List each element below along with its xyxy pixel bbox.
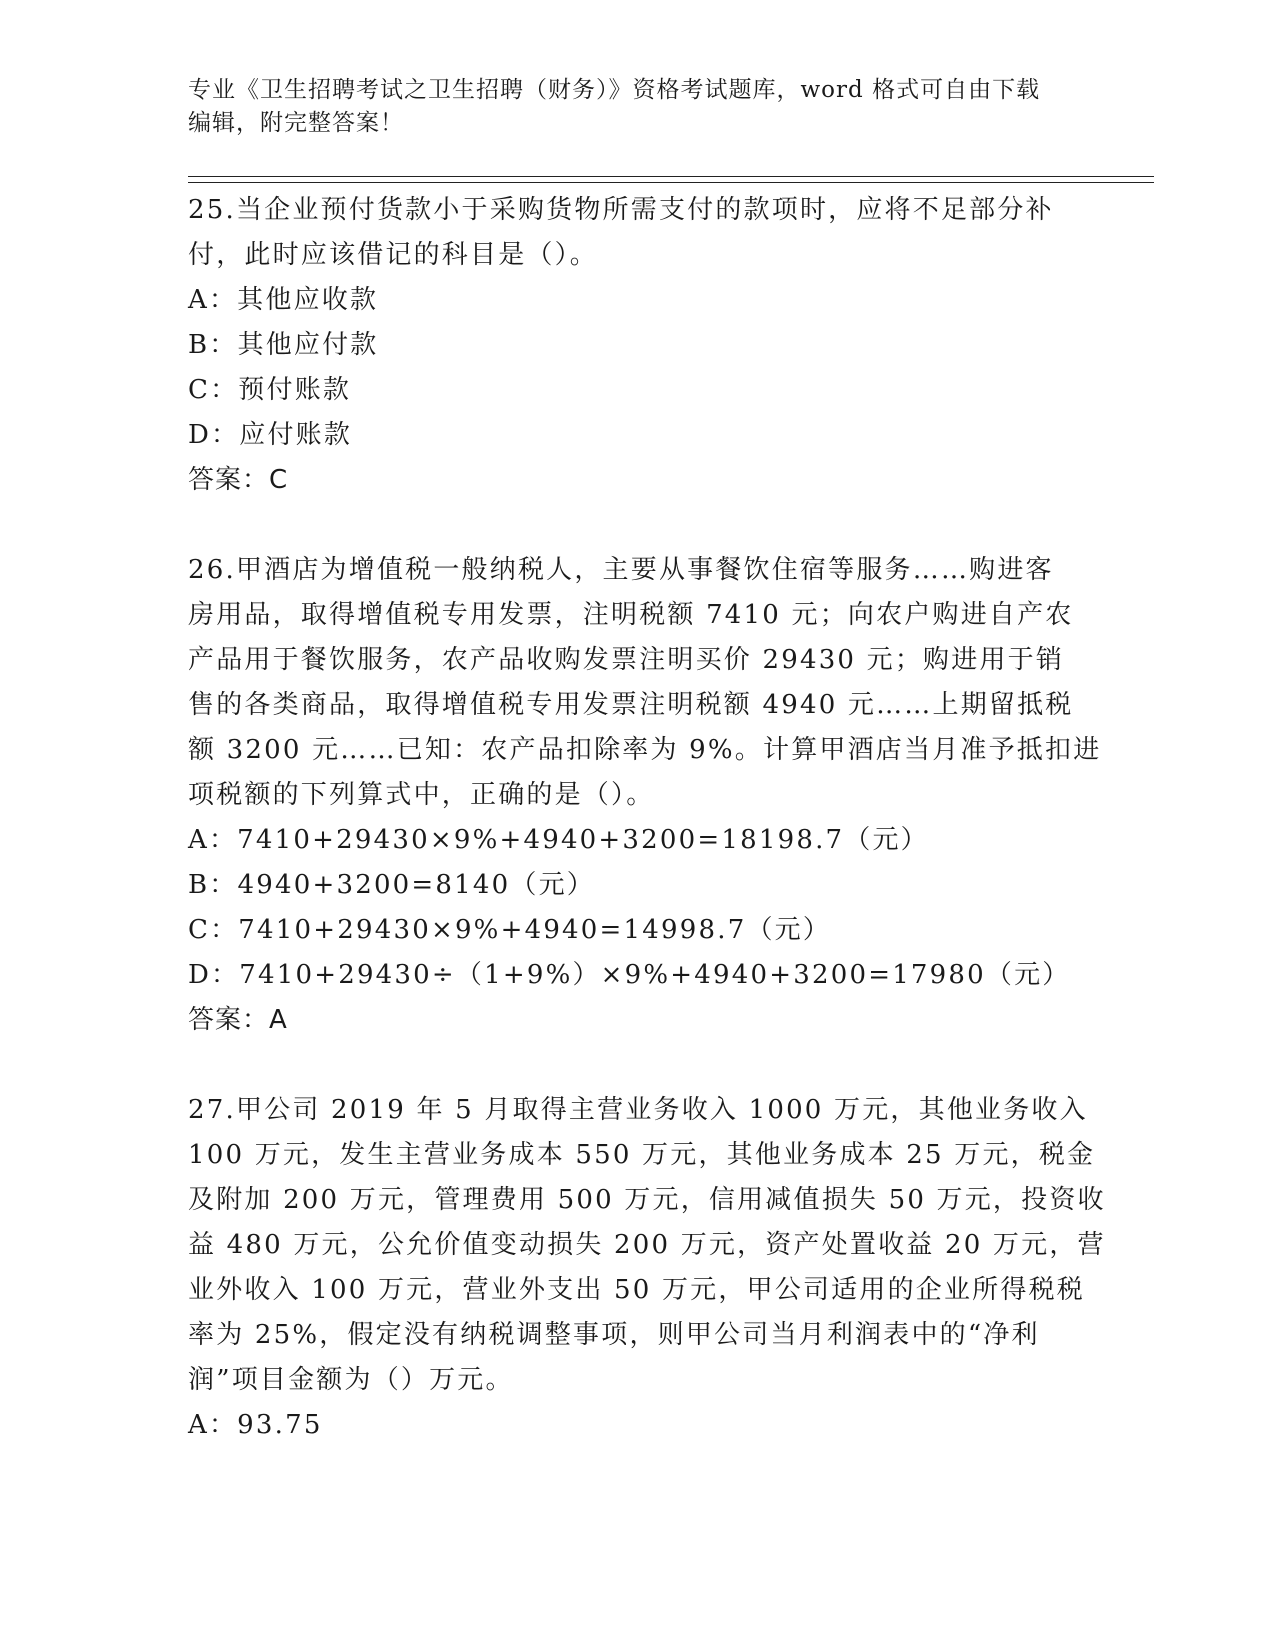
header-line-2: 编辑，附完整答案！ (188, 110, 404, 136)
question-spacer (188, 503, 1088, 548)
question-26 (188, 548, 1102, 1043)
question-stem-line: 额 3200 元……已知：农产品扣除率为 9%。计算甲酒店当月准予抵扣进 (188, 735, 1102, 765)
question-stem-line: 润”项目金额为（）万元。 (188, 1365, 514, 1395)
header-divider-bottom (188, 182, 1154, 183)
question-stem-line: 业外收入 100 万元，营业外支出 50 万元，甲公司适用的企业所得税税 (188, 1275, 1085, 1305)
question-stem-line: 27.甲公司 2019 年 5 月取得主营业务收入 1000 万元，其他业务收入 (188, 1095, 1088, 1125)
question-25 (188, 188, 1088, 503)
option-b: B：其他应付款 (188, 330, 379, 360)
question-stem-line: 付，此时应该借记的科目是（）。 (188, 240, 599, 270)
page-header (188, 74, 1088, 140)
answer-label: 答案：A (188, 1005, 288, 1035)
option-a: A：7410+29430×9%+4940+3200=18198.7（元） (188, 825, 929, 855)
question-stem-line: 产品用于餐饮服务，农产品收购发票注明买价 29430 元；购进用于销 (188, 645, 1065, 675)
question-stem-line: 26.甲酒店为增值税一般纳税人，主要从事餐饮住宿等服务……购进客 (188, 555, 1054, 585)
option-b: B：4940+3200=8140（元） (188, 870, 595, 900)
option-c: C：7410+29430×9%+4940=14998.7（元） (188, 915, 832, 945)
option-d: D：7410+29430÷（1+9%）×9%+4940+3200=17980（元） (188, 960, 1071, 990)
question-stem-line: 项税额的下列算式中，正确的是（）。 (188, 780, 655, 810)
option-d: D：应付账款 (188, 420, 353, 450)
header-line-1: 专业《卫生招聘考试之卫生招聘（财务）》资格考试题库，word 格式可自由下载 (188, 77, 1041, 103)
question-stem-line: 益 480 万元，公允价值变动损失 200 万元，资产处置收益 20 万元，营 (188, 1230, 1106, 1260)
header-divider-top (188, 176, 1154, 177)
question-stem-line: 售的各类商品，取得增值税专用发票注明税额 4940 元……上期留抵税 (188, 690, 1074, 720)
question-stem-line: 率为 25%，假定没有纳税调整事项，则甲公司当月利润表中的“净利 (188, 1320, 1040, 1350)
option-a: A：93.75 (188, 1410, 323, 1440)
answer-label: 答案：C (188, 465, 289, 495)
question-list (188, 188, 1106, 1448)
question-stem-line: 房用品，取得增值税专用发票，注明税额 7410 元；向农户购进自产农 (188, 600, 1074, 630)
option-a: A：其他应收款 (188, 285, 379, 315)
question-spacer (188, 1043, 1088, 1088)
question-stem-line: 100 万元，发生主营业务成本 550 万元，其他业务成本 25 万元，税金 (188, 1140, 1096, 1170)
question-stem-line: 及附加 200 万元，管理费用 500 万元，信用减值损失 50 万元，投资收 (188, 1185, 1106, 1215)
question-stem-line: 25.当企业预付货款小于采购货物所需支付的款项时，应将不足部分补 (188, 195, 1054, 225)
option-c: C：预付账款 (188, 375, 352, 405)
question-27 (188, 1088, 1106, 1448)
